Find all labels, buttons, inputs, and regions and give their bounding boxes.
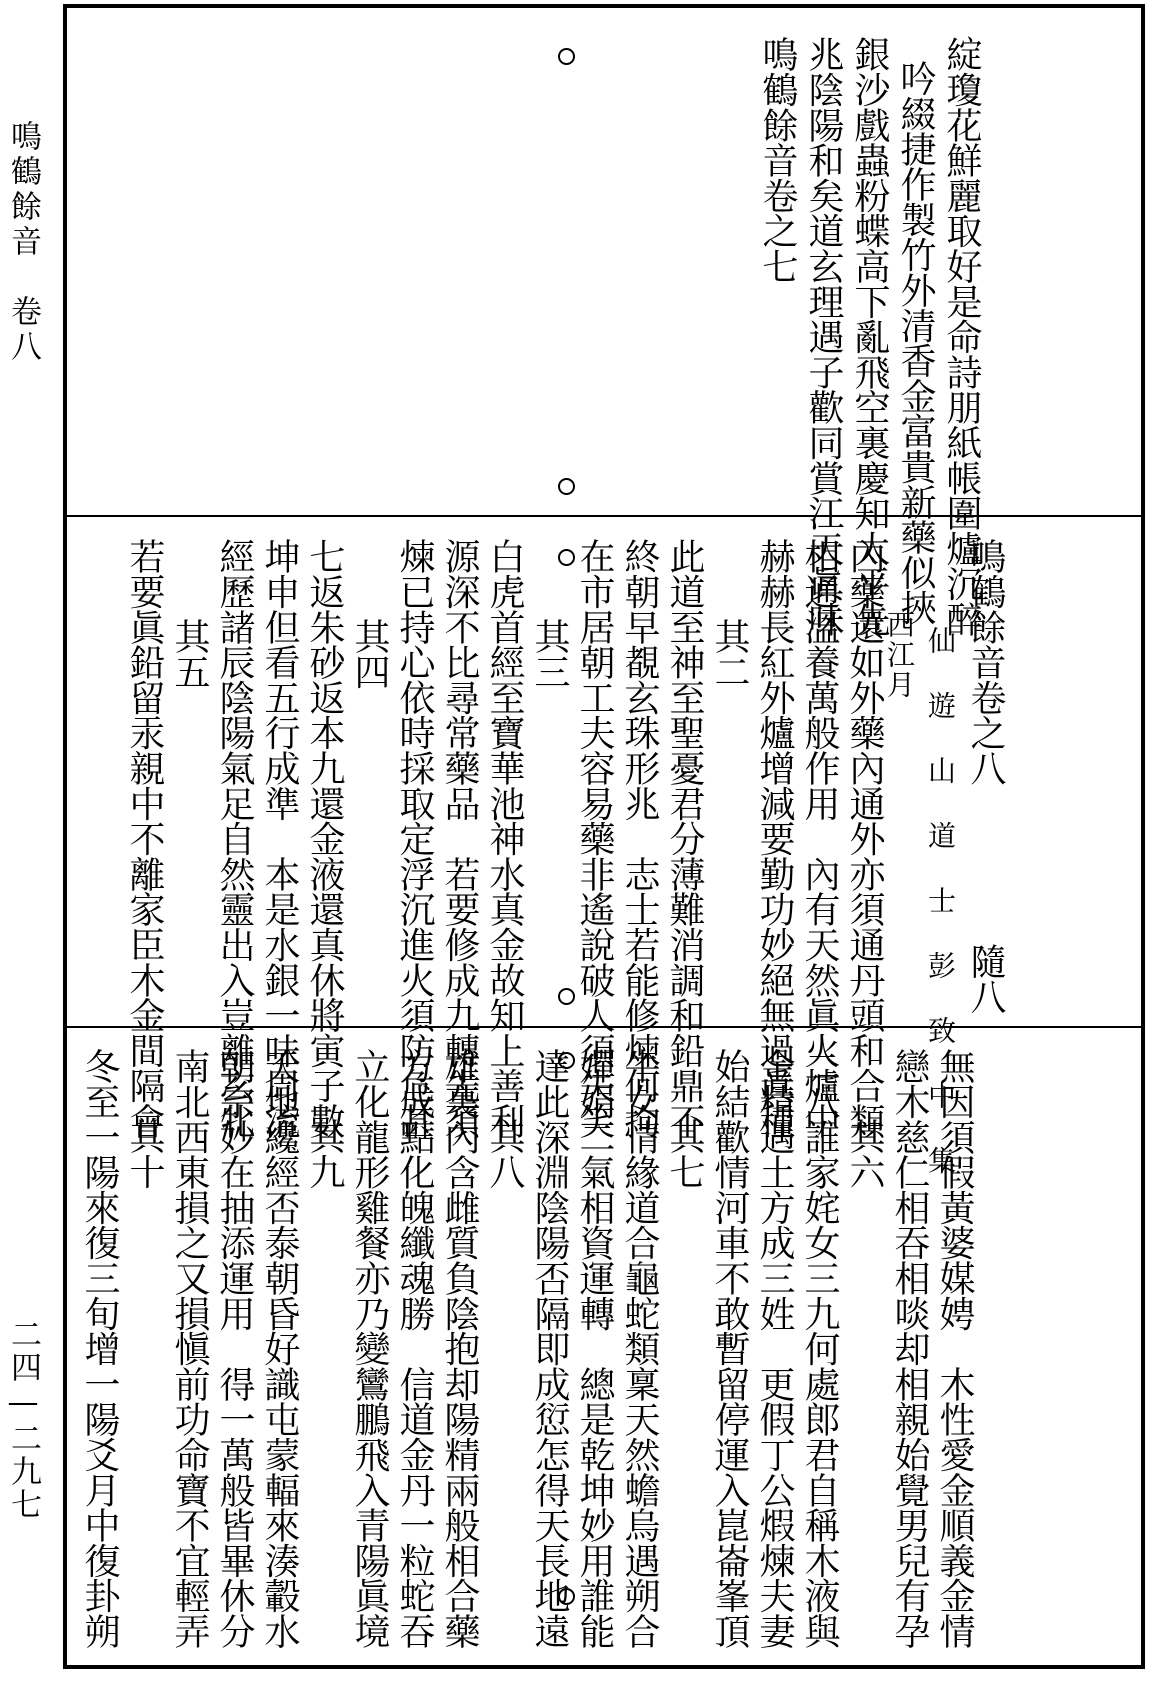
text-column: 坤申但看五行成準 本是水銀一味周流	[259, 538, 300, 1139]
text-column: 冬至一陽來復三旬增一陽爻月中復卦朔	[79, 1048, 120, 1649]
poem-number: 其四	[349, 618, 390, 689]
page-frame	[63, 4, 1145, 1669]
text-column: 相通溫養萬般作用 內有天然眞火爐中	[799, 538, 840, 1139]
text-column: 內藥還如外藥內通外亦須通丹頭和合類	[844, 538, 885, 1139]
text-column: 無因須假黃婆媒娉 木性愛金順義金情	[934, 1048, 975, 1649]
text-column: 吟綴捷作製竹外清香金富貴新藥似挾	[895, 60, 936, 625]
text-column: 銀沙戲蟲粉蝶高下亂飛空裏慶知太平先	[849, 36, 890, 637]
text-column: 方成點化魄纖魂勝 信道金丹一粒蛇吞	[394, 1048, 435, 1649]
text-column: 若要眞鉛留汞親中不離家臣木金間隔會	[124, 538, 165, 1139]
text-column: 終朝早覩玄珠形兆 志士若能修煉何拘	[619, 538, 660, 1139]
text-column: 經歷諸辰陰陽氣足自然靈出入豈離玄牝	[214, 538, 255, 1139]
text-column: 雄裏內含雌質負陰抱却陽精兩般相合藥	[439, 1048, 480, 1649]
text-column: 鳴鶴餘音卷之七	[757, 36, 798, 284]
poem-number: 其十	[124, 1118, 165, 1189]
poem-number: 其二	[709, 618, 750, 689]
text-column: 此道至神至聖憂君分薄難消調和鉛鼎不	[664, 538, 705, 1139]
text-column: 二八誰家姹女三九何處郎君自稱木液與	[799, 1048, 840, 1649]
margin-book-title: 鳴鶴餘音 卷八	[5, 120, 41, 365]
section-mark: 隨八	[965, 943, 1006, 1014]
text-column: 朝宗妙在抽添運用 得一萬般皆畢休分	[214, 1048, 255, 1649]
text-column: 始結歡情河車不敢暫留停運入崑崙峯頂	[709, 1048, 750, 1649]
text-column: 白虎首經至寶華池神水真金故知上善利	[484, 538, 525, 1139]
margin-page-number: 二四—二九七	[5, 1318, 41, 1521]
poem-number: 其六	[844, 1118, 885, 1189]
poem-number: 其八	[484, 1118, 525, 1189]
text-column: 達此深淵陰陽否隔即成愆怎得天長地遠	[529, 1048, 570, 1649]
volume-heading: 鳴鶴餘音卷之八	[965, 538, 1006, 786]
text-column: 南北西東損之又損愼前功命寶不宜輕弄	[169, 1048, 210, 1649]
text-column: 兆陰陽和矣道玄理遇子歡同賞江天眞味	[803, 36, 844, 637]
poem-title: 西江月	[883, 610, 916, 700]
text-column: 七返朱砂返本九還金液還真休將寅子數	[304, 538, 345, 1139]
poem-number: 其九	[304, 1118, 345, 1189]
text-column: 立化龍形雞餐亦乃變鸞鵬飛入青陽眞境	[349, 1048, 390, 1649]
text-column: 戀木慈仁相吞相啖却相親始覺男兒有孕	[889, 1048, 930, 1649]
poem-number: 其五	[169, 618, 210, 689]
text-column: 嬋娟二氣相資運轉 總是乾坤妙用誰能	[574, 1048, 615, 1649]
text-column: 煉已持心依時採取定浮沉進火須防危甚	[394, 538, 435, 1139]
punch-hole-mark	[558, 48, 575, 65]
poem-number: 其三	[529, 618, 570, 689]
text-column: 天地纔經否泰朝昏好識屯蒙輻來湊轂水	[259, 1048, 300, 1649]
poem-number: 其七	[664, 1118, 705, 1189]
text-column: 在市居朝工夫容易藥非遙說破人須失笑	[574, 538, 615, 1139]
text-column: 源深不比尋常藥品 若要修成九轉先須	[439, 538, 480, 1139]
punch-hole-mark	[558, 478, 575, 495]
text-column: 赫赫長紅外爐增減要勤功妙絕無過眞種	[754, 538, 795, 1139]
text-column: 牛女情緣道合龜蛇類稟天然蟾烏遇朔合	[619, 1048, 660, 1649]
text-column: 綻瓊花鮮麗取好是命詩朋紙帳圍爐沉醉	[941, 36, 982, 637]
compiler-line: 仙 遊 山 道 士 彭 致 中 集	[924, 626, 957, 1176]
text-column: 金精遇土方成三姓 更假丁公煆煉夫妻	[754, 1048, 795, 1649]
